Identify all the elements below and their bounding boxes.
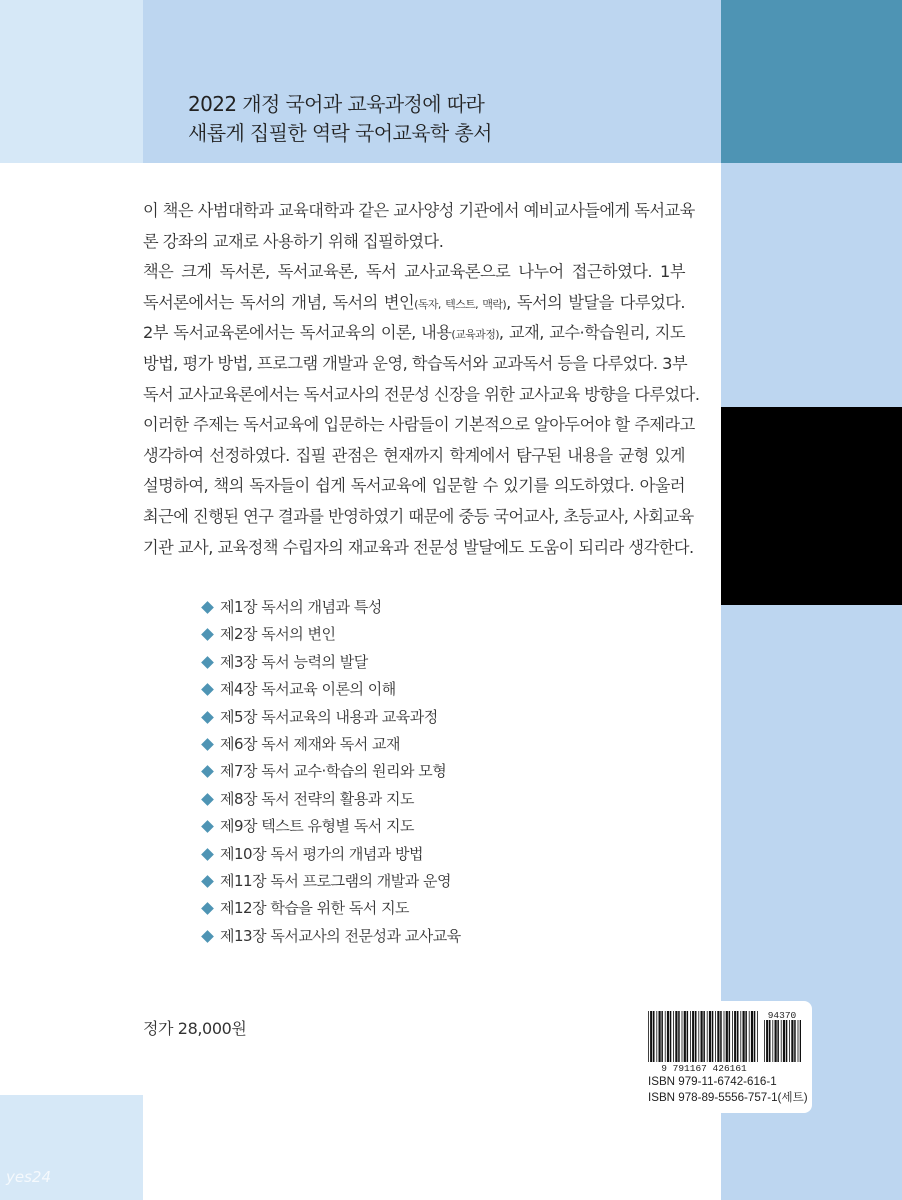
barcode-digits: 9 791167 426161 — [661, 1063, 747, 1073]
diamond-bullet-icon — [201, 683, 214, 696]
right-blue-strip-upper — [721, 163, 902, 407]
price-label: 정가 28,000원 — [143, 1019, 247, 1038]
description-line: 최근에 진행된 연구 결과를 반영하였기 때문에 중등 국어교사, 초등교사, 사회교육 — [143, 506, 694, 526]
chapter-title: 제10장 독서 평가의 개념과 방법 — [220, 844, 424, 863]
chapter-title: 제2장 독서의 변인 — [220, 625, 336, 644]
diamond-bullet-icon — [201, 793, 214, 806]
isbn-text — [648, 1074, 808, 1105]
chapter-list — [200, 597, 461, 953]
chapter-title: 제11장 독서 프로그램의 개발과 운영 — [220, 871, 452, 890]
isbn-barcode-bars — [648, 1011, 758, 1062]
chapter-title: 제1장 독서의 개념과 특성 — [220, 598, 382, 616]
description-small-note: (독자, 텍스트, 맥락) — [414, 297, 507, 311]
chapter-title: 제3장 독서 능력의 발달 — [220, 652, 368, 671]
chapter-item — [200, 816, 461, 843]
chapter-item — [200, 597, 461, 624]
diamond-bullet-icon — [201, 629, 214, 642]
top-left-pale-block — [0, 0, 143, 163]
chapter-title: 제8장 독서 전략의 활용과 지도 — [220, 789, 414, 808]
top-right-teal-block — [721, 0, 902, 163]
diamond-bullet-icon — [201, 820, 214, 833]
chapter-title: 제13장 독서교사의 전문성과 교사교육 — [220, 926, 461, 945]
description-line: 기관 교사, 교육정책 수립자의 재교육과 전문성 발달에도 도움이 되리라 생각한다. — [143, 537, 694, 557]
chapter-title: 제6장 독서 제재와 독서 교재 — [220, 734, 401, 753]
addon-digits: 94370 — [767, 1011, 797, 1021]
description-line: 생각하여 선정하였다. 집필 관점은 현재까지 학계에서 탐구된 내용을 균형 있게 — [143, 445, 685, 465]
description-line: 독서 교사교육론에서는 독서교사의 전문성 신장을 위한 교사교육 방향을 다루었다. — [143, 384, 700, 404]
chapter-item — [200, 789, 461, 816]
description-line: 방법, 평가 방법, 프로그램 개발과 운영, 학습독서와 교과독서 등을 다루었다. 3부 — [143, 353, 688, 373]
watermark-logo: yes24 — [6, 1168, 52, 1186]
diamond-bullet-icon — [201, 656, 214, 669]
description-line: 2부 독서교육론에서는 독서교육의 이론, 내용(교육과정), 교재, 교수·학습원리, 지도 — [143, 323, 686, 343]
chapter-title: 제4장 독서교육 이론의 이해 — [220, 680, 396, 699]
diamond-bullet-icon — [201, 738, 214, 751]
description-line: 설명하여, 책의 독자들이 쉽게 독서교육에 입문할 수 있기를 의도하였다. 아울러 — [143, 476, 685, 496]
tagline-line: 2022 개정 국어과 교육과정에 따라 — [188, 92, 485, 116]
description-line: 이 책은 사범대학과 교육대학과 같은 교사양성 기관에서 예비교사들에게 독서교육 — [143, 201, 695, 220]
chapter-item — [200, 734, 461, 761]
isbn-line: ISBN 979-11-6742-616-1 — [648, 1075, 777, 1088]
chapter-title: 제7장 독서 교수·학습의 원리와 모형 — [220, 762, 447, 781]
chapter-item — [200, 707, 461, 734]
diamond-bullet-icon — [201, 601, 214, 614]
diamond-bullet-icon — [201, 930, 214, 943]
description-line: 론 강좌의 교재로 사용하기 위해 집필하였다. — [143, 231, 444, 251]
barcode-graphic — [646, 1011, 801, 1073]
tagline-line: 새롭게 집필한 역락 국어교육학 총서 — [188, 121, 492, 145]
chapter-item — [200, 926, 461, 953]
chapter-item — [200, 679, 461, 706]
diamond-bullet-icon — [201, 848, 214, 861]
diamond-bullet-icon — [201, 902, 214, 915]
chapter-item — [200, 898, 461, 925]
chapter-title: 제9장 텍스트 유형별 독서 지도 — [220, 817, 414, 836]
description-line: 책은 크게 독서론, 독서교육론, 독서 교사교육론으로 나누어 접근하였다. 1부 — [143, 262, 685, 282]
book-description — [143, 196, 700, 563]
chapter-item — [200, 652, 461, 679]
isbn-line-set: ISBN 978-89-5556-757-1(세트) — [648, 1090, 808, 1104]
chapter-item — [200, 871, 461, 898]
tagline — [188, 90, 708, 148]
chapter-item — [200, 624, 461, 651]
addon-barcode-bars — [764, 1020, 801, 1062]
description-line: 이러한 주제는 독서교육에 입문하는 사람들이 기본적으로 알아두어야 할 주제라고 — [143, 415, 695, 435]
chapter-item — [200, 844, 461, 871]
description-line: 독서론에서는 독서의 개념, 독서의 변인(독자, 텍스트, 맥락), 독서의 발달을 다루었다. — [143, 292, 685, 312]
chapter-item — [200, 761, 461, 788]
chapter-title: 제5장 독서교육의 내용과 교육과정 — [220, 707, 438, 726]
chapter-title: 제12장 학습을 위한 독서 지도 — [220, 899, 410, 918]
diamond-bullet-icon — [201, 875, 214, 888]
barcode-panel — [634, 1001, 812, 1113]
diamond-bullet-icon — [201, 711, 214, 724]
right-black-block — [721, 407, 902, 605]
diamond-bullet-icon — [201, 765, 214, 778]
description-small-note: (교육과정) — [451, 328, 499, 342]
